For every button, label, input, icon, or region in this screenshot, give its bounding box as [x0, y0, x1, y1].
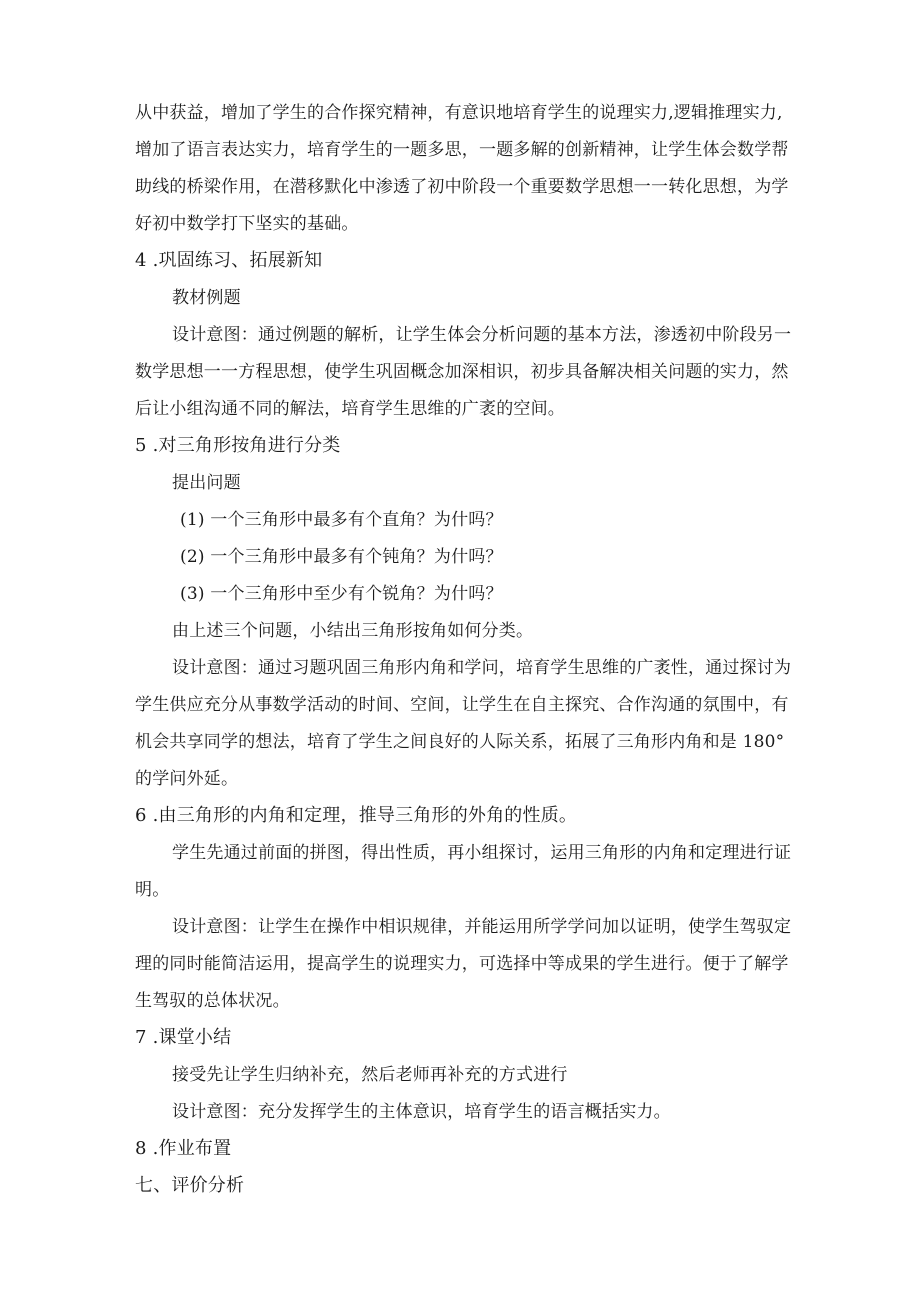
design-intent-line: 设计意图：通过例题的解析，让学生体会分析问题的基本方法，渗透初中阶段另一: [172, 325, 792, 345]
paragraph-line: 接受先让学生归纳补充，然后老师再补充的方式进行: [172, 1065, 568, 1085]
question-item: (1) 一个三角形中最多有个直角？为什吗？: [180, 510, 503, 530]
paragraph-line: 明。: [135, 880, 170, 900]
design-intent-line: 设计意图：让学生在操作中相识规律，并能运用所学学问加以证明，使学生驾驭定: [172, 917, 792, 937]
section-5-subheading: 提出问题: [172, 473, 241, 493]
design-intent-line: 数学思想一一方程思想，使学生巩固概念加深相识，初步具备解决相关问题的实力，然: [135, 362, 789, 382]
paragraph-line: 助线的桥梁作用，在潜移默化中渗透了初中阶段一个重要数学思想一一转化思想，为学: [135, 177, 789, 197]
question-item: (2) 一个三角形中最多有个钝角？为什吗？: [180, 547, 503, 567]
section-4-subheading: 教材例题: [172, 288, 241, 308]
design-intent-line: 的学问外延。: [135, 769, 239, 789]
section-5-heading: 5 .对三角形按角进行分类: [135, 435, 341, 456]
section-4-heading: 4 .巩固练习、拓展新知: [135, 250, 323, 271]
design-intent-line: 生驾驭的总体状况。: [135, 991, 290, 1011]
section-6-heading: 6 .由三角形的内角和定理，推导三角形的外角的性质。: [135, 805, 578, 826]
design-intent-line: 机会共享同学的想法，培育了学生之间良好的人际关系，拓展了三角形内角和是 180°: [135, 732, 785, 752]
design-intent-line: 学生供应充分从事数学活动的时间、空间，让学生在自主探究、合作沟通的氛围中，有: [135, 695, 789, 715]
paragraph-line: 学生先通过前面的拼图，得出性质，再小组探讨，运用三角形的内角和定理进行证: [172, 843, 792, 863]
design-intent-line: 设计意图：充分发挥学生的主体意识，培育学生的语言概括实力。: [172, 1102, 671, 1122]
paragraph-line: 好初中数学打下坚实的基础。: [135, 214, 359, 234]
section-7-heading: 7 .课堂小结: [135, 1027, 232, 1048]
paragraph-line: 从中获益，增加了学生的合作探究精神，有意识地培育学生的说理实力,逻辑推理实力,: [135, 103, 783, 123]
summary-line: 由上述三个问题，小结出三角形按角如何分类。: [172, 621, 534, 641]
design-intent-line: 后让小组沟通不同的解法，培育学生思维的广袤的空间。: [135, 399, 565, 419]
section-8-heading: 8 .作业布置: [135, 1138, 232, 1159]
question-item: (3) 一个三角形中至少有个锐角？为什吗？: [180, 584, 503, 604]
design-intent-line: 设计意图：通过习题巩固三角形内角和学问，培育学生思维的广袤性，通过探讨为: [172, 658, 792, 678]
design-intent-line: 理的同时能简洁运用，提高学生的说理实力，可选择中等成果的学生进行。便于了解学: [135, 954, 789, 974]
section-7-chapter-heading: 七、评价分析: [135, 1175, 245, 1196]
paragraph-line: 增加了语言表达实力，培育学生的一题多思，一题多解的创新精神，让学生体会数学帮: [135, 140, 789, 160]
